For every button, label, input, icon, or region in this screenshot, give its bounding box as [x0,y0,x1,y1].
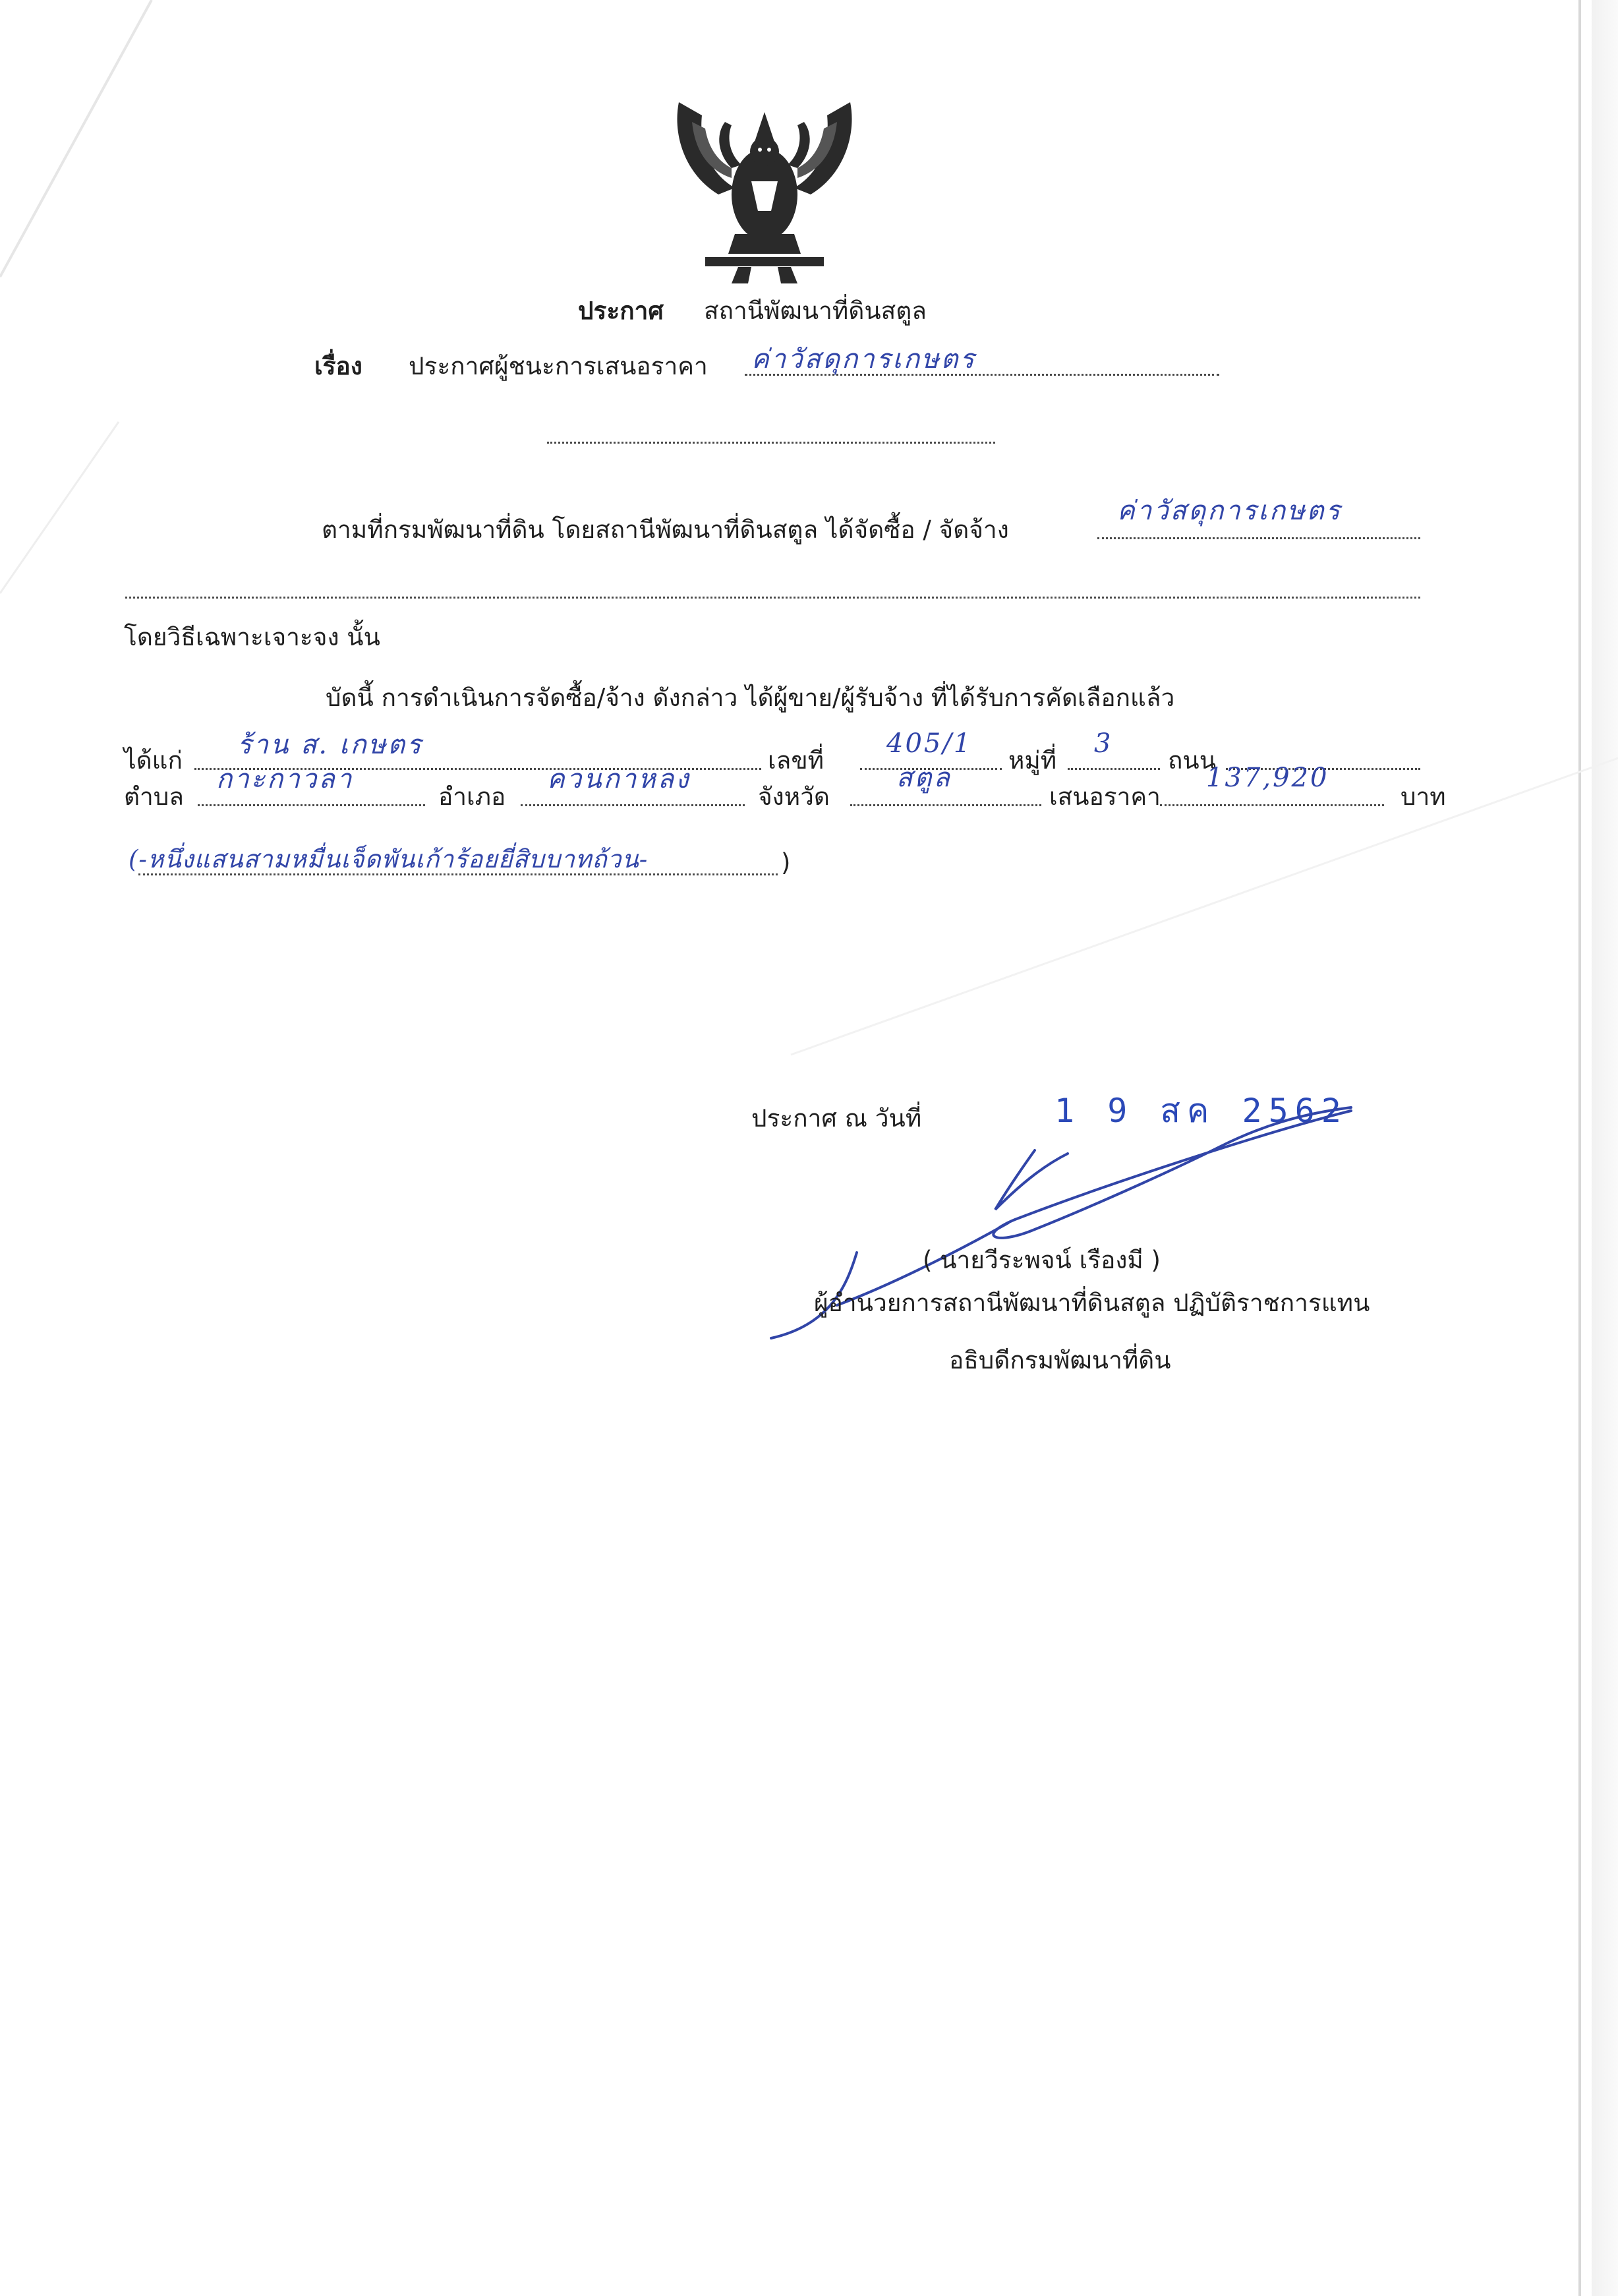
amphoe-value: ควนกาหลง [547,764,691,794]
tambon-dotted-line [198,804,425,806]
date-stamp: 1 9 สค 2562 [1055,1092,1348,1130]
moo-value: 3 [1094,728,1113,759]
province-label: จังหวัด [758,782,830,811]
number-label: เลขที่ [768,746,824,775]
price-label: เสนอราคา [1049,782,1161,811]
province-value: สตูล [896,763,952,793]
garuda-emblem-icon [666,96,863,287]
signer-position: ผู้อำนวยการสถานีพัฒนาที่ดินสตูล ปฏิบัติราชการแทน [814,1289,1370,1317]
page-edge [1578,0,1581,2296]
moo-dotted-line [1068,768,1160,770]
subject-dotted-line-2 [547,442,995,444]
price-value: 137,920 [1206,763,1329,793]
currency-label: บาท [1401,782,1446,811]
moo-label: หมู่ที่ [1008,746,1057,775]
price-dotted-line [1160,804,1384,806]
announce-date-label: ประกาศ ณ วันที่ [751,1104,922,1133]
signer-name: ( นายวีระพจน์ เรืองมี ) [923,1246,1161,1274]
intro-text: ตามที่กรมพัฒนาที่ดิน โดยสถานีพัฒนาที่ดินสตูล ได้จัดซื้อ / จัดจ้าง [322,515,1009,544]
intro-handwritten-value: ค่าวัสดุการเกษตร [1117,496,1342,526]
tambon-value: กาะกาวลา [216,764,354,794]
page-edge-shadow [1592,0,1618,2296]
winner-name-label: ได้แก่ [124,746,183,775]
road-label: ถนน [1168,746,1216,775]
result-text: บัดนี้ การดำเนินการจัดซื้อ/จ้าง ดังกล่าว ได้ผู้ขาย/ผู้รับจ้าง ที่ได้รับการคัดเลือกแล้ว [326,684,1175,712]
intro-dotted-line-2 [125,597,1420,599]
agency-name: สถานีพัฒนาที่ดินสตูล [704,297,927,325]
province-dotted-line [850,804,1041,806]
amphoe-dotted-line [521,804,745,806]
subject-text: ประกาศผู้ชนะการเสนอราคา [409,352,708,380]
subject-label: เรื่อง [314,352,362,380]
amphoe-label: อำเภอ [438,782,506,811]
method-text: โดยวิธีเฉพาะเจาะจง นั้น [124,623,380,651]
announce-label: ประกาศ [578,297,664,325]
price-words-dotted-line [138,873,778,875]
price-words-close: ) [781,848,791,877]
tambon-label: ตำบล [124,782,184,811]
price-words-value: (-หนึ่งแสนสามหมื่นเจ็ดพันเก้าร้อยยี่สิบบาทถ้วน- [129,845,649,873]
number-value: 405/1 [886,728,973,759]
intro-dotted-line [1097,537,1420,539]
subject-handwritten-value: ค่าวัสดุการเกษตร [751,344,976,374]
winner-name-value: ร้าน ส. เกษตร [237,730,423,760]
signer-position-2: อธิบดีกรมพัฒนาที่ดิน [949,1346,1171,1374]
